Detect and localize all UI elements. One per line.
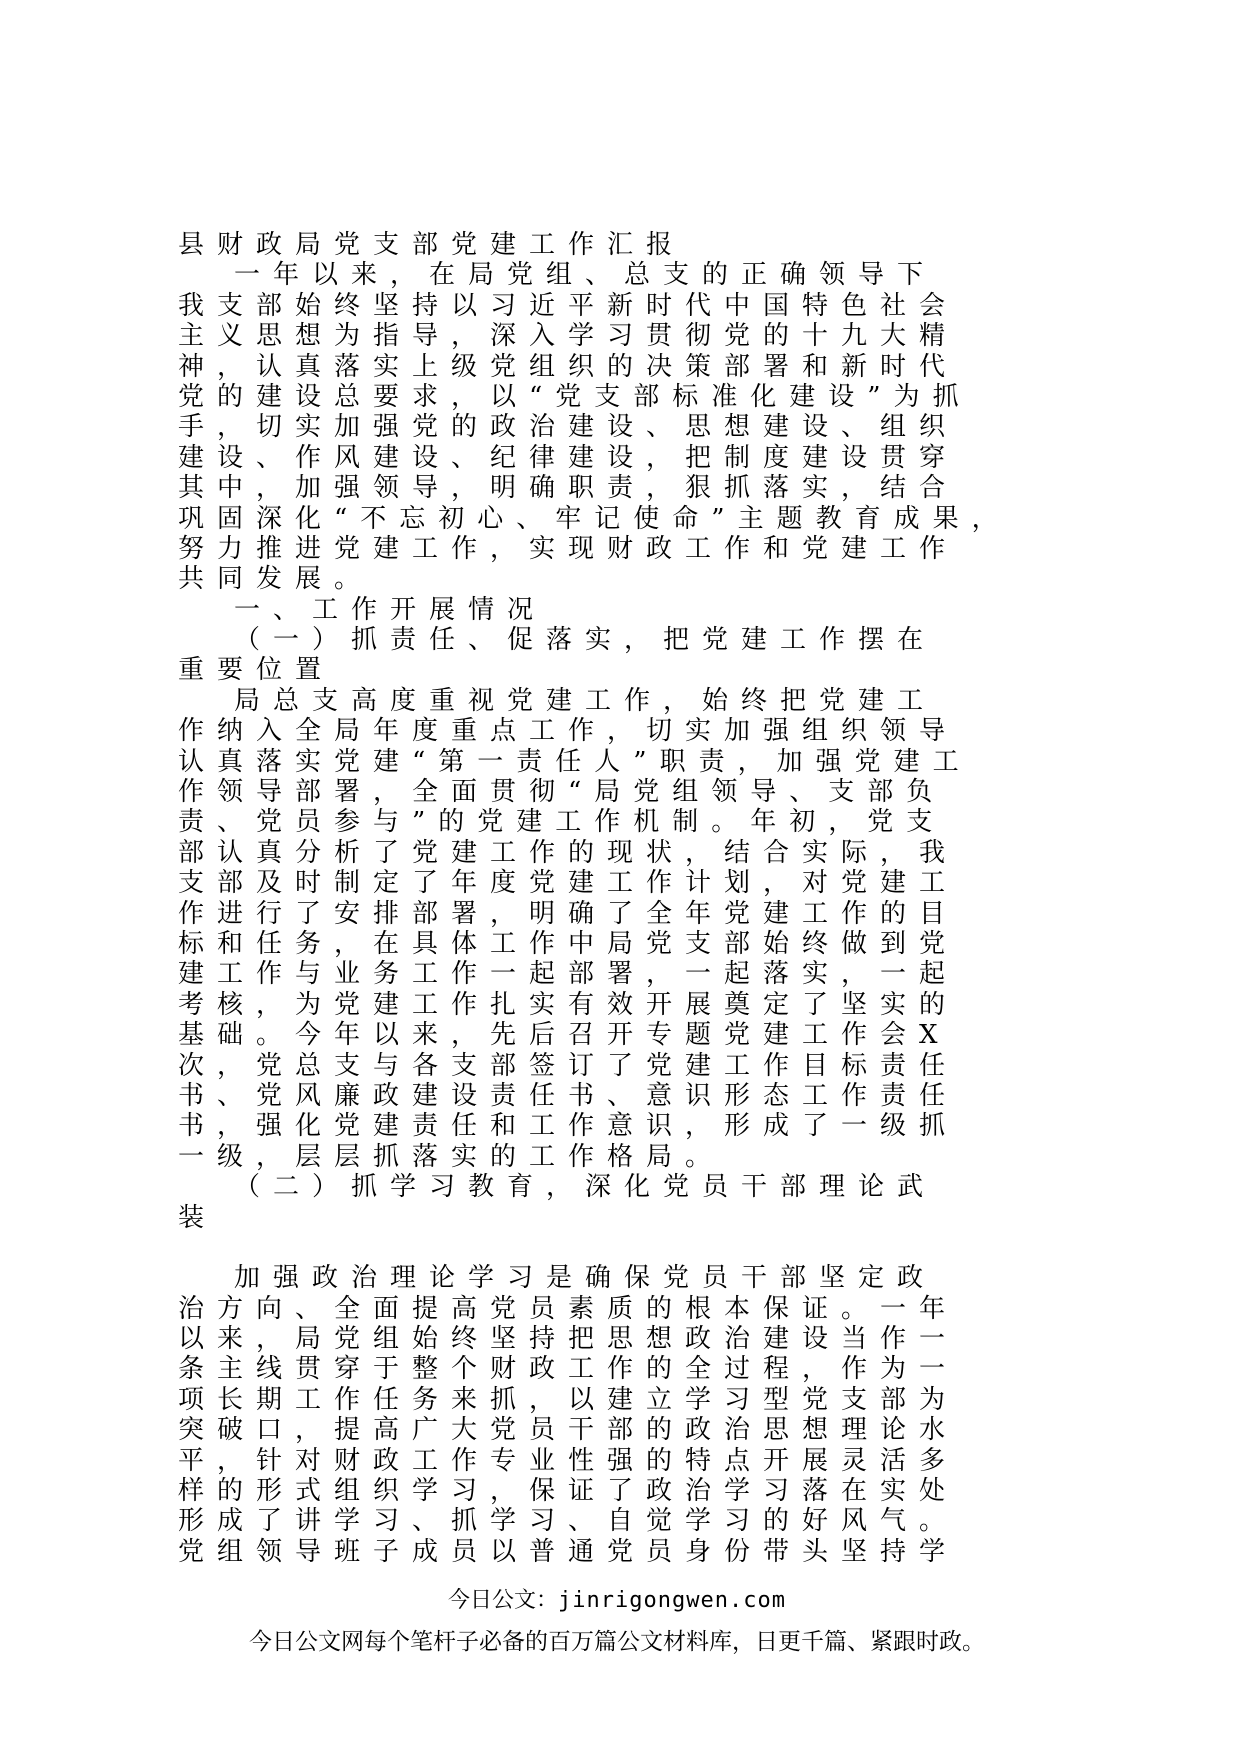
paragraph-line: 党组领导班子成员以普通党员身份带头坚持学 — [178, 1536, 959, 1567]
paragraph-line: 平，针对财政工作专业性强的特点开展灵活多 — [178, 1445, 959, 1476]
paragraph-line: 重要位置 — [178, 655, 335, 686]
paragraph-line: （二）抓学习教育，深化党员干部理论武 — [234, 1172, 937, 1203]
paragraph-line: 书，强化党建责任和工作意识，形成了一级抓 — [178, 1111, 959, 1142]
paragraph-line: 条主线贯穿于整个财政工作的全过程，作为一 — [178, 1354, 959, 1385]
paragraph-line: 建工作与业务工作一起部署，一起落实，一起 — [178, 959, 959, 990]
paragraph-line: 书、党风廉政建设责任书、意识形态工作责任 — [178, 1080, 959, 1111]
paragraph-line: 神，认真落实上级党组织的决策部署和新时代 — [178, 351, 959, 382]
paragraph-line: 努力推进党建工作，实现财政工作和党建工作 — [178, 533, 959, 564]
paragraph-line: 认真落实党建“第一责任人”职责，加强党建工 — [178, 746, 972, 777]
paragraph-line: 项长期工作任务来抓，以建立学习型党支部为 — [178, 1384, 959, 1415]
footer-site-url-link[interactable]: jinrigongwen.com — [558, 1588, 786, 1613]
paragraph-line: 基础。今年以来，先后召开专题党建工作会X — [178, 1020, 951, 1051]
paragraph-line: 支部及时制定了年度党建工作计划，对党建工 — [178, 868, 959, 899]
footer-slogan: 今日公文网每个笔杆子必备的百万篇公文材料库，日更千篇、紧跟时政。 — [249, 1629, 985, 1655]
paragraph-line: 次，党总支与各支部签订了党建工作目标责任 — [178, 1050, 959, 1081]
document-title: 县财政局党支部党建工作汇报 — [178, 230, 686, 260]
document-body — [178, 230, 1063, 1567]
paragraph-line: 建设、作风建设、纪律建设，把制度建设贯穿 — [178, 442, 959, 473]
paragraph-line: 形成了讲学习、抓学习、自觉学习的好风气。 — [178, 1506, 959, 1537]
paragraph-line: 手，切实加强党的政治建设、思想建设、组织 — [178, 412, 959, 443]
paragraph-line: 装 — [178, 1202, 218, 1233]
paragraph-line: 党的建设总要求，以“党支部标准化建设”为抓 — [178, 381, 972, 412]
footer-site-line — [0, 1586, 1234, 1616]
paragraph-line: 作纳入全局年度重点工作，切实加强组织领导 — [178, 716, 959, 747]
paragraph-line: 一级，层层抓落实的工作格局。 — [178, 1141, 725, 1172]
paragraph-line: 考核，为党建工作扎实有效开展奠定了坚实的 — [178, 989, 959, 1020]
paragraph-line: 一年以来，在局党组、总支的正确领导下 — [234, 260, 937, 291]
paragraph-line: 样的形式组织学习，保证了政治学习落在实处 — [178, 1476, 959, 1507]
paragraph-line: 局总支高度重视党建工作，始终把党建工 — [234, 685, 937, 716]
paragraph-line: 其中，加强领导，明确职责，狠抓落实，结合 — [178, 473, 959, 504]
paragraph-line: 巩固深化“不忘初心、牢记使命”主题教育成果， — [178, 503, 1011, 534]
paragraph-line: 责、党员参与”的党建工作机制。年初，党支 — [178, 807, 946, 838]
paragraph-line: 部认真分析了党建工作的现状，结合实际，我 — [178, 837, 959, 868]
paragraph-line: 标和任务，在具体工作中局党支部始终做到党 — [178, 928, 959, 959]
paragraph-line: 主义思想为指导，深入学习贯彻党的十九大精 — [178, 321, 959, 352]
paragraph-line: 共同发展。 — [178, 564, 374, 595]
paragraph-line: 我支部始终坚持以习近平新时代中国特色社会 — [178, 290, 959, 321]
paragraph-line: 突破口，提高广大党员干部的政治思想理论水 — [178, 1415, 959, 1446]
paragraph-line: 一、工作开展情况 — [234, 594, 547, 625]
paragraph-line: 作进行了安排部署，明确了全年党建工作的目 — [178, 898, 959, 929]
paragraph-line: （一）抓责任、促落实，把党建工作摆在 — [234, 625, 937, 656]
paragraph-line: 作领导部署，全面贯彻“局党组领导、支部负 — [178, 777, 946, 808]
paragraph-line: 以来，局党组始终坚持把思想政治建设当作一 — [178, 1324, 959, 1355]
paragraph-line: 加强政治理论学习是确保党员干部坚定政 — [234, 1263, 937, 1294]
footer-site-label: 今日公文： — [448, 1588, 559, 1613]
paragraph-line — [178, 1233, 1063, 1263]
paragraph-line: 治方向、全面提高党员素质的根本保证。一年 — [178, 1293, 959, 1324]
